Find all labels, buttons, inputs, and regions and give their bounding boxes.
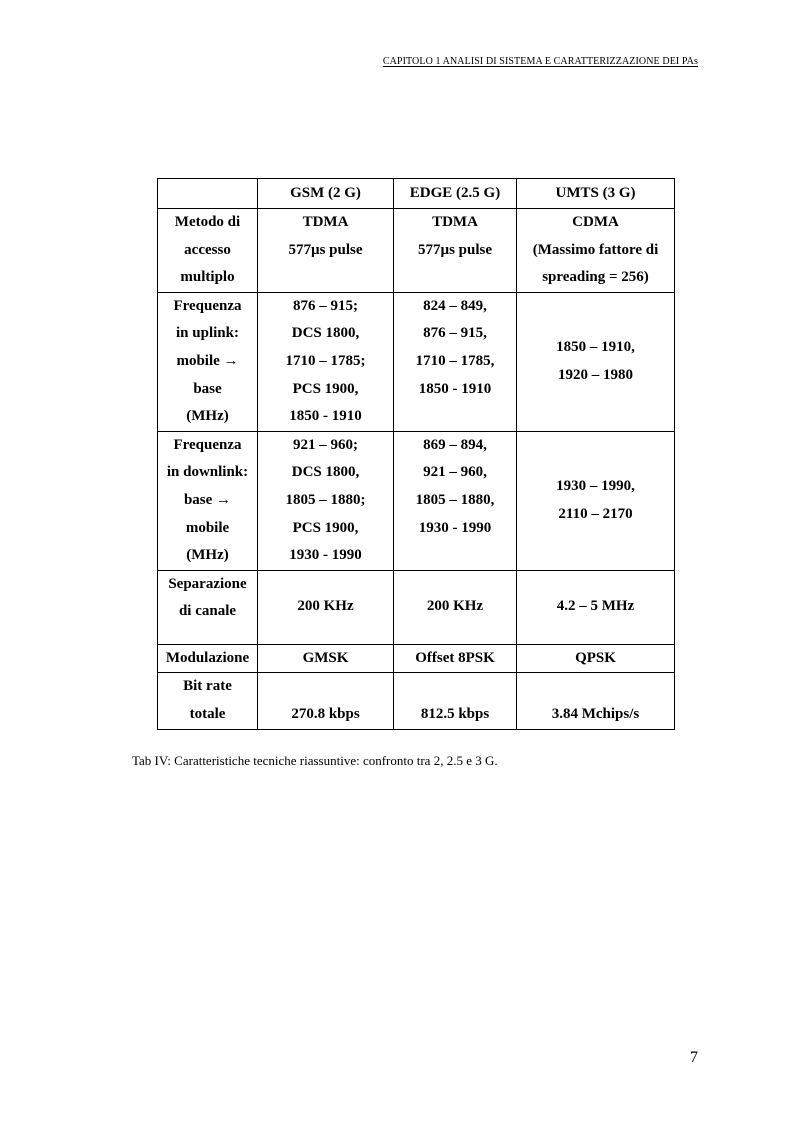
cell-line: 270.8 kbps: [291, 705, 360, 722]
cell-line: TDMA: [432, 214, 478, 230]
cell-line: 200 KHz: [297, 598, 354, 615]
header-cell-gsm: GSM (2 G): [258, 179, 394, 209]
edge-cell: [394, 292, 517, 431]
cell-line: 2110 – 2170: [558, 505, 633, 522]
umts-cell: [517, 570, 675, 644]
gsm-cell: [258, 209, 394, 293]
cell-line: Modulazione: [165, 649, 250, 666]
cell-line: 3.84 Mchips/s: [551, 705, 640, 722]
gsm-cell: [258, 292, 394, 431]
cell-line: 1710 – 1785,: [415, 352, 495, 369]
cell-line: 1930 - 1990: [418, 519, 492, 536]
gsm-cell: [258, 644, 394, 673]
table-caption: Tab IV: Caratteristiche tecniche riassuntive: confronto tra 2, 2.5 e 3 G.: [132, 753, 498, 768]
umts-cell: [517, 644, 675, 673]
row-label-cell: [158, 644, 258, 673]
cell-line: 876 – 915,: [423, 325, 487, 342]
cell-line: 876 – 915;: [293, 297, 358, 314]
cell-line: CDMA: [572, 214, 619, 230]
cell-line: DCS 1800,: [291, 464, 360, 481]
cell-line: 1805 – 1880;: [285, 491, 366, 508]
cell-line: di canale: [178, 603, 237, 620]
row-label-cell: [158, 570, 258, 644]
cell-line: PCS 1900,: [292, 519, 359, 536]
cell-line: (MHz): [186, 547, 229, 564]
cell-line: 1850 - 1910: [418, 380, 492, 397]
cell-line: mobile: [185, 519, 230, 536]
cell-line: totale: [189, 705, 226, 722]
umts-cell: [517, 209, 675, 293]
row-label-cell: [158, 209, 258, 293]
cell-line: base: [193, 380, 222, 397]
cell-line: 1710 – 1785;: [285, 352, 366, 369]
comparison-table: [157, 178, 675, 730]
table-row-uplink: [158, 292, 675, 431]
cell-line: 1930 – 1990,: [556, 478, 635, 495]
cell-line: 1930 - 1990: [289, 547, 362, 564]
cell-line: 812.5 kbps: [420, 705, 490, 722]
header-cell-empty: [158, 179, 258, 209]
cell-line: multiplo: [180, 269, 235, 286]
cell-line: Offset 8PSK: [415, 649, 495, 666]
cell-line: Frequenza: [173, 436, 242, 453]
page-number: 7: [690, 1049, 698, 1066]
edge-cell: [394, 673, 517, 729]
gsm-cell: [258, 673, 394, 729]
edge-cell: [394, 209, 517, 293]
table-row-modulation: [158, 644, 675, 673]
umts-cell: [517, 292, 675, 431]
cell-line: mobile →: [176, 352, 239, 369]
cell-line: Bit rate: [183, 678, 232, 695]
table-row-bit-rate: [158, 673, 675, 729]
row-label-cell: [158, 673, 258, 729]
cell-line: in uplink:: [176, 325, 239, 342]
cell-line: spreading = 256): [542, 269, 649, 286]
cell-line: 1850 – 1910,: [556, 339, 635, 356]
table-header-row: [158, 179, 675, 209]
cell-line: PCS 1900,: [292, 380, 359, 397]
edge-cell: [394, 644, 517, 673]
gsm-cell: [258, 431, 394, 570]
umts-cell: [517, 673, 675, 729]
cell-line: 1805 – 1880,: [415, 491, 495, 508]
cell-line: 824 – 849,: [423, 297, 487, 314]
cell-line: base →: [183, 491, 232, 508]
cell-line: 921 – 960,: [423, 464, 487, 481]
cell-line: 4.2 – 5 MHz: [556, 598, 635, 615]
umts-cell: [517, 431, 675, 570]
edge-cell: [394, 570, 517, 644]
cell-line: 577µs pulse: [417, 241, 493, 258]
cell-line: (MHz): [186, 408, 229, 425]
cell-line: 1850 - 1910: [289, 408, 362, 425]
cell-line: Metodo di: [174, 214, 241, 230]
cell-line: 921 – 960;: [293, 436, 358, 453]
edge-cell: [394, 431, 517, 570]
cell-line: QPSK: [575, 649, 616, 666]
header-cell-edge: EDGE (2.5 G): [394, 179, 517, 209]
cell-line: accesso: [184, 241, 231, 258]
cell-line: 869 – 894,: [423, 436, 487, 453]
cell-line: TDMA: [302, 214, 349, 230]
table-row-access-method: [158, 209, 675, 293]
cell-line: GMSK: [302, 649, 349, 666]
table-row-channel-spacing: [158, 570, 675, 644]
cell-line: Frequenza: [173, 297, 242, 314]
cell-line: in downlink:: [166, 464, 249, 481]
row-label-cell: [158, 292, 258, 431]
running-header: CAPITOLO 1 ANALISI DI SISTEMA E CARATTERIZZAZIONE DEI PAs: [382, 56, 698, 67]
gsm-cell: [258, 570, 394, 644]
header-cell-umts: UMTS (3 G): [517, 179, 675, 209]
cell-line: Separazione: [168, 575, 247, 592]
cell-line: 200 KHz: [426, 598, 484, 615]
cell-line: DCS 1800,: [291, 325, 360, 342]
cell-line: 577µs pulse: [288, 241, 363, 258]
table-row-downlink: [158, 431, 675, 570]
cell-line: 1920 – 1980: [558, 366, 633, 383]
cell-line: (Massimo fattore di: [532, 241, 659, 258]
row-label-cell: [158, 431, 258, 570]
